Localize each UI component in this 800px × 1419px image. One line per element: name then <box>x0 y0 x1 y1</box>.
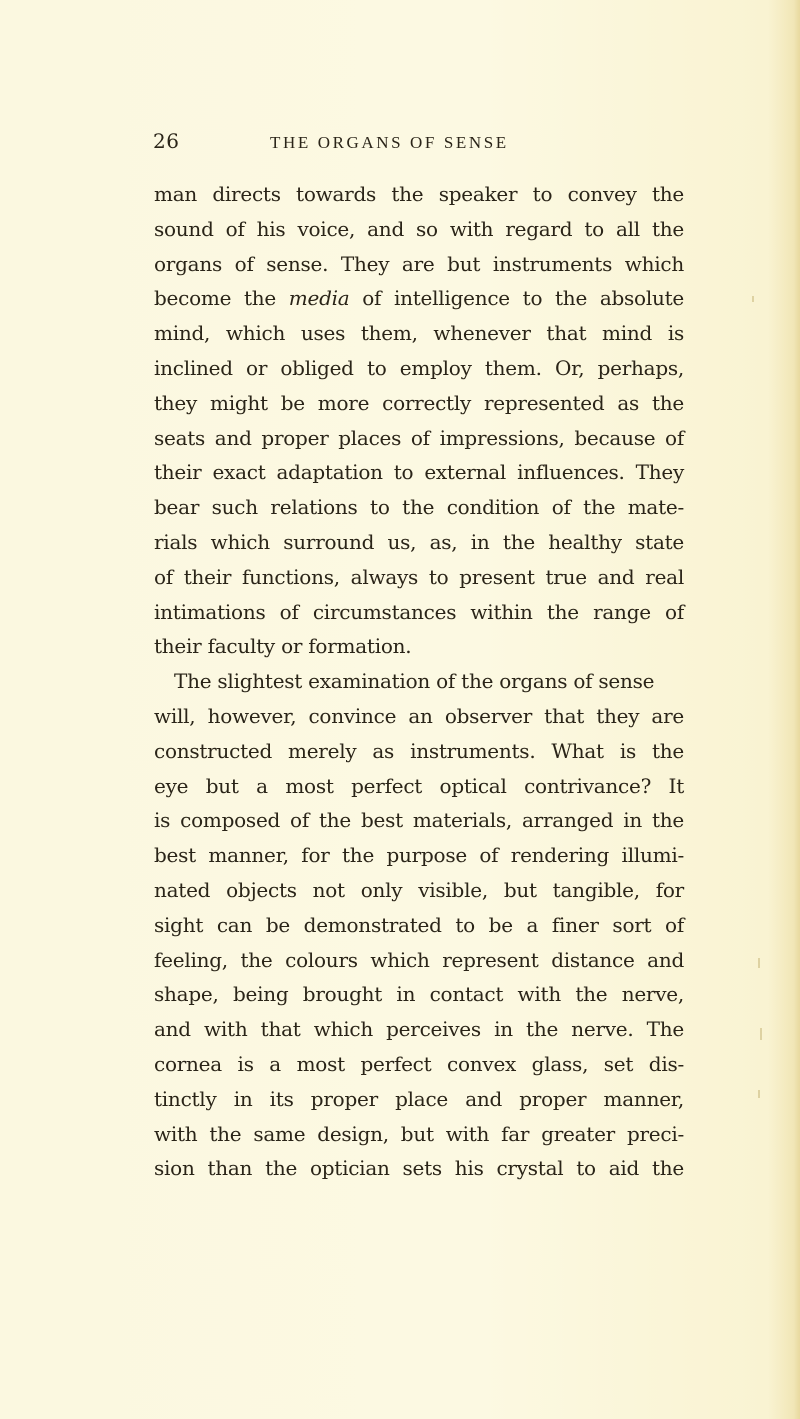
paper-stain-mark <box>758 958 760 968</box>
text-line: shape, being brought in contact with the nerve, <box>154 982 684 1007</box>
text-line: bear such relations to the condition of the mate- <box>154 495 684 520</box>
text-line: seats and proper places of impressions, because of <box>154 425 684 450</box>
text-line: sight can be demonstrated to be a finer sort of <box>154 912 684 937</box>
page-number: 26 <box>153 129 180 153</box>
text-line: inclined or obliged to employ them. Or, perhaps, <box>154 355 684 380</box>
paper-stain-mark <box>758 1090 760 1098</box>
text-line: constructed merely as instruments. What is the <box>154 738 684 763</box>
text-line: and with that which perceives in the nerve. The <box>154 1017 684 1042</box>
text-line: become the media of intelligence to the absolute <box>154 286 684 311</box>
text-line: cornea is a most perfect convex glass, set dis- <box>154 1051 684 1076</box>
paper-stain-mark <box>752 296 754 302</box>
paper-stain-mark <box>760 1028 762 1040</box>
text-line: feeling, the colours which represent distance and <box>154 947 684 972</box>
text-line: will, however, convince an observer that they are <box>154 703 684 728</box>
page-header <box>153 129 753 159</box>
text-line: best manner, for the purpose of rendering illumi- <box>154 843 684 868</box>
running-head: THE ORGANS OF SENSE <box>270 133 509 152</box>
text-line: mind, which uses them, whenever that mind is <box>154 321 684 346</box>
text-line: with the same design, but with far greater preci- <box>154 1121 684 1146</box>
text-line: intimations of circumstances within the range of <box>154 599 684 624</box>
paragraph-start-line: The slightest examination of the organs of sense <box>174 669 655 694</box>
text-line: nated objects not only visible, but tangible, for <box>154 877 684 902</box>
text-line: of their functions, always to present true and real <box>154 564 684 589</box>
italic-term: media <box>288 286 350 311</box>
text-line: organs of sense. They are but instruments which <box>154 251 684 276</box>
text-line: sion than the optician sets his crystal to aid the <box>154 1156 684 1181</box>
text-line: rials which surround us, as, in the healthy state <box>154 529 684 554</box>
text-line: is composed of the best materials, arranged in the <box>154 808 684 833</box>
text-line: they might be more correctly represented as the <box>154 390 684 415</box>
body-text <box>154 177 684 1186</box>
text-line: man directs towards the speaker to convey the <box>154 182 684 206</box>
text-line: sound of his voice, and so with regard to all the <box>154 216 684 241</box>
text-line: tinctly in its proper place and proper manner, <box>154 1086 684 1111</box>
text-line: their exact adaptation to external influences. They <box>154 460 684 485</box>
paragraph-end-line: their faculty or formation. <box>154 634 412 659</box>
page-edge-shadow <box>794 0 800 1419</box>
text-line: eye but a most perfect optical contrivance? It <box>154 773 684 798</box>
